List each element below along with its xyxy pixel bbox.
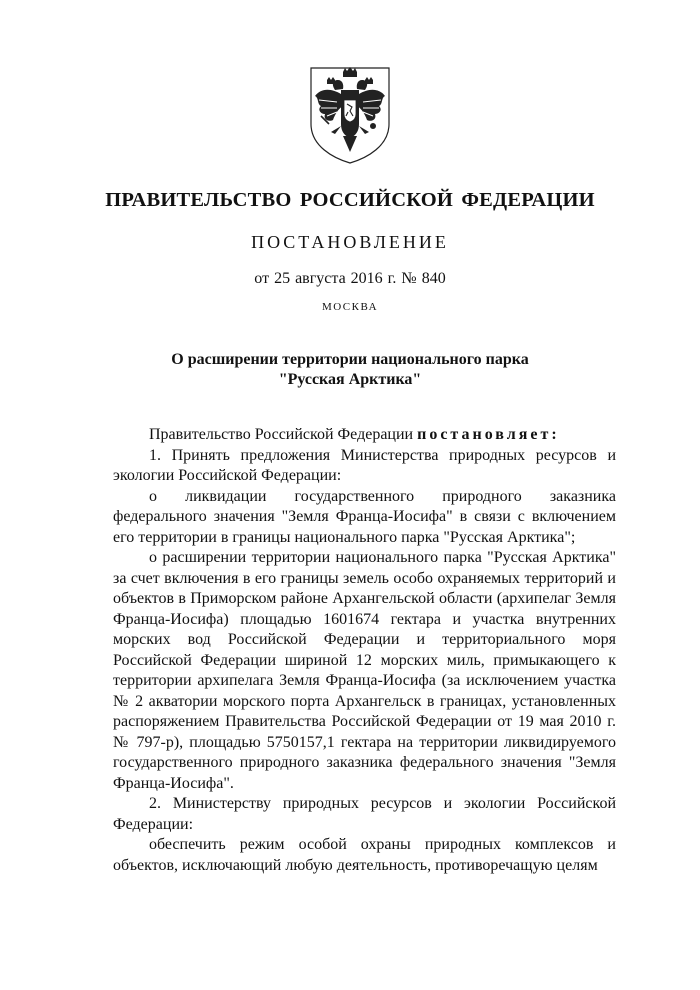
government-title: ПРАВИТЕЛЬСТВО РОССИЙСКОЙ ФЕДЕРАЦИИ (105, 189, 595, 211)
document-type: ПОСТАНОВЛЕНИЕ (251, 232, 449, 252)
paragraph-2: о ликвидации государственного природного заказника федерального значения "Земля Франца-Иосифа" в связи с включением его территории в границы национального парка "Русская Арктика"; (113, 487, 616, 546)
document-body (113, 425, 616, 876)
heading-line-1: О расширении территории национального парка (171, 351, 529, 368)
document-heading (0, 350, 700, 390)
paragraph-1: 1. Принять предложения Министерства природных ресурсов и экологии Российской Федерации: (113, 446, 616, 484)
document-city: МОСКВА (321, 301, 379, 313)
paragraph-5: обеспечить режим особой охраны природных комплексов и объектов, исключающий любую деятельность, противоречащую целям (113, 836, 616, 874)
coat-of-arms-icon (305, 62, 395, 166)
paragraph-3: о расширении территории национального парка "Русская Арктика" за счет включения в его границы земель особо охраняемых территорий и объектов в Приморском районе Архангельской области (архипелаг Земля Франца-Иосифа) площадью 1601674 гектара и участка внутренних морских вод Российской Федерации и территориального моря Российской Федерации шириной 12 морских миль, примыкающего к территории архипелага Земля Франца-Иосифа (за исключением участка № 2 акватории морского порта Архангельск в границах, установленных распоряжением Правительства Российской Федерации от 19 мая 2010 г. № 797-р), площадью 5750157,1 гектара на территории ликвидируемого государственного природного заказника федерального значения "Земля Франца-Иосифа". (113, 549, 616, 792)
decree-word: постановляет: (417, 426, 560, 443)
intro-paragraph (113, 425, 616, 446)
intro-text: Правительство Российской Федерации (149, 426, 418, 443)
document-date-number: от 25 августа 2016 г. № 840 (254, 270, 446, 287)
paragraph-4: 2. Министерству природных ресурсов и экологии Российской Федерации: (113, 795, 616, 833)
heading-line-2: "Русская Арктика" (278, 371, 422, 388)
